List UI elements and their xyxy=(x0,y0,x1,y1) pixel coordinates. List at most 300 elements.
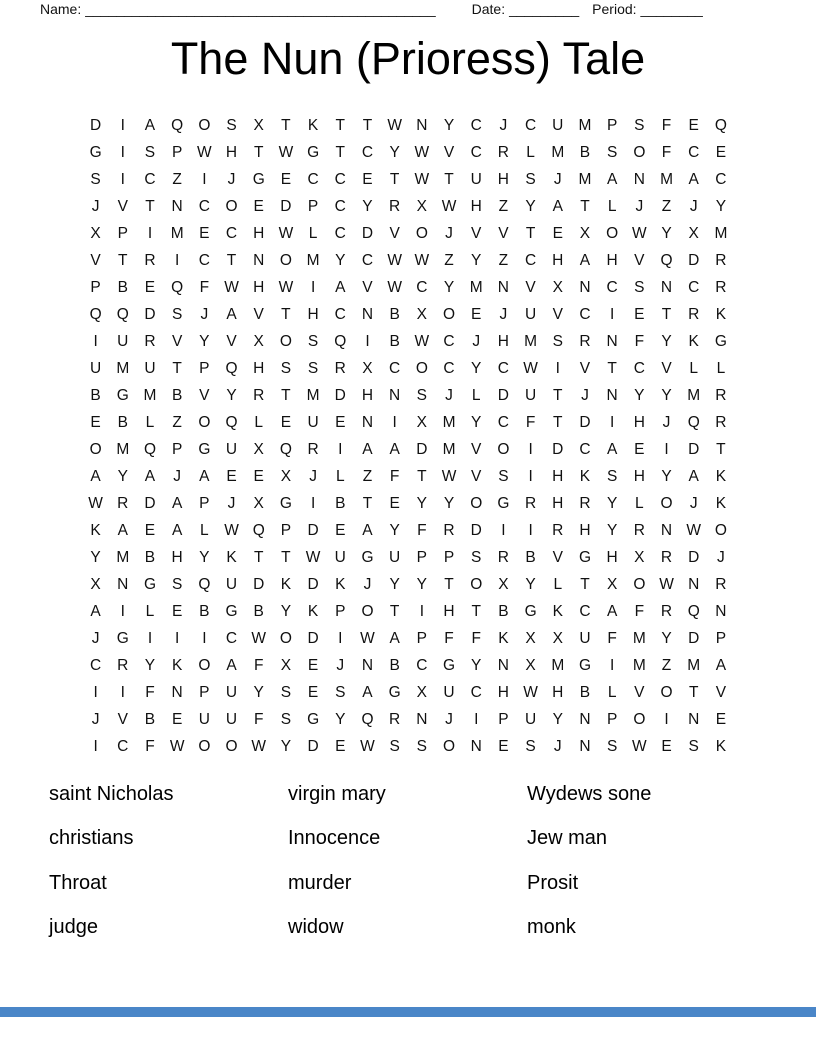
grid-letter: C xyxy=(443,333,455,350)
grid-letter: Q xyxy=(361,711,374,728)
grid-row xyxy=(82,625,735,652)
grid-letter: J xyxy=(91,630,100,647)
grid-letter: A xyxy=(715,657,727,674)
grid-letter: T xyxy=(281,549,291,566)
grid-letter: R xyxy=(497,144,509,161)
grid-letter: J xyxy=(689,198,698,215)
grid-letter: I xyxy=(93,333,98,350)
grid-letter: O xyxy=(714,522,727,539)
grid-letter: H xyxy=(253,360,265,377)
grid-letter: Y xyxy=(416,576,428,593)
grid-letter: C xyxy=(524,252,537,269)
grid-letter: W xyxy=(414,171,430,188)
grid-letter: O xyxy=(660,684,673,701)
grid-letter: L xyxy=(607,198,617,215)
grid-letter: V xyxy=(226,333,237,350)
grid-letter: D xyxy=(361,225,374,242)
grid-letter: J xyxy=(499,306,508,323)
grid-letter: O xyxy=(89,441,102,458)
grid-letter: V xyxy=(525,279,536,296)
grid-letter: J xyxy=(91,198,100,215)
grid-letter: L xyxy=(689,360,699,377)
grid-letter: R xyxy=(715,414,727,431)
word-item: virgin mary xyxy=(288,783,386,805)
grid-letter: J xyxy=(717,549,725,566)
grid-letter: I xyxy=(93,684,98,701)
grid-letter: B xyxy=(253,603,264,620)
grid-letter: P xyxy=(90,279,101,296)
grid-letter: B xyxy=(579,144,591,161)
grid-letter: S xyxy=(525,738,536,755)
grid-letter: E xyxy=(335,522,346,539)
grid-letter: W xyxy=(224,522,239,539)
word-item: saint Nicholas xyxy=(49,783,174,805)
grid-letter: C xyxy=(470,144,482,161)
grid-letter: I xyxy=(501,522,506,539)
grid-letter: J xyxy=(553,738,562,755)
grid-letter: M xyxy=(442,414,456,431)
grid-letter: E xyxy=(280,414,292,431)
grid-letter: R xyxy=(715,279,727,296)
grid-letter: R xyxy=(579,333,591,350)
grid-letter: I xyxy=(474,711,479,728)
grid-letter: G xyxy=(279,495,292,512)
grid-row xyxy=(82,220,735,247)
grid-letter: P xyxy=(498,711,509,728)
grid-letter: V xyxy=(253,306,264,323)
grid-letter: P xyxy=(416,630,428,647)
grid-letter: P xyxy=(715,630,727,647)
grid-letter: W xyxy=(632,738,647,755)
grid-letter: P xyxy=(117,225,128,242)
grid-letter: D xyxy=(307,576,319,593)
grid-letter: X xyxy=(253,117,264,134)
grid-letter: K xyxy=(715,468,727,485)
grid-letter: Z xyxy=(444,252,454,269)
grid-letter: X xyxy=(525,657,536,674)
grid-row xyxy=(82,733,735,760)
grid-letter: W xyxy=(523,360,538,377)
grid-letter: S xyxy=(471,549,482,566)
grid-letter: T xyxy=(389,171,400,188)
grid-letter: F xyxy=(417,522,427,539)
grid-letter: M xyxy=(578,117,592,134)
grid-letter: R xyxy=(497,549,509,566)
grid-letter: I xyxy=(310,279,316,296)
grid-letter: T xyxy=(253,144,264,161)
grid-letter: C xyxy=(334,225,346,242)
grid-letter: W xyxy=(414,333,430,350)
grid-letter: E xyxy=(688,117,699,134)
grid-letter: X xyxy=(688,225,699,242)
grid-letter: W xyxy=(414,252,430,269)
grid-letter: I xyxy=(365,333,370,350)
grid-letter: C xyxy=(470,684,482,701)
grid-letter: G xyxy=(497,495,510,512)
grid-letter: P xyxy=(606,711,618,728)
grid-letter: F xyxy=(661,144,672,161)
grid-letter: M xyxy=(170,225,184,242)
grid-letter: X xyxy=(253,495,264,512)
grid-letter: H xyxy=(443,603,455,620)
grid-letter: H xyxy=(497,684,509,701)
grid-letter: A xyxy=(226,657,237,674)
grid-letter: X xyxy=(525,630,536,647)
grid-letter: Q xyxy=(279,441,292,458)
grid-letter: M xyxy=(306,387,320,404)
grid-letter: P xyxy=(199,495,210,512)
grid-letter: U xyxy=(307,414,319,431)
grid-row xyxy=(82,544,735,571)
grid-letter: N xyxy=(660,279,673,296)
grid-letter: W xyxy=(632,225,647,242)
grid-letter: J xyxy=(445,387,453,404)
date-blank-line: _________ xyxy=(509,1,580,17)
grid-letter: E xyxy=(199,225,210,242)
word-item: Wydews sone xyxy=(527,783,652,805)
grid-letter: D xyxy=(579,414,591,431)
grid-letter: C xyxy=(579,441,591,458)
grid-letter: T xyxy=(253,549,264,566)
grid-letter: S xyxy=(280,684,292,701)
grid-letter: A xyxy=(171,495,183,512)
grid-letter: O xyxy=(279,630,292,647)
grid-letter: A xyxy=(90,468,101,485)
grid-letter: I xyxy=(175,630,180,647)
grid-row xyxy=(82,463,735,490)
grid-letter: S xyxy=(416,738,428,755)
grid-letter: D xyxy=(144,495,156,512)
grid-letter: I xyxy=(555,360,560,377)
grid-letter: A xyxy=(606,171,618,188)
grid-letter: G xyxy=(388,684,401,701)
grid-letter: J xyxy=(445,225,453,242)
grid-letter: S xyxy=(606,468,618,485)
grid-letter: W xyxy=(278,144,294,161)
grid-letter: Q xyxy=(660,252,673,269)
grid-letter: R xyxy=(389,198,401,215)
grid-letter: C xyxy=(688,279,700,296)
grid-letter: M xyxy=(442,441,456,458)
grid-letter: J xyxy=(499,117,508,134)
grid-letter: R xyxy=(389,711,401,728)
grid-letter: G xyxy=(198,441,211,458)
grid-letter: T xyxy=(444,576,454,593)
grid-letter: U xyxy=(117,333,129,350)
grid-letter: U xyxy=(334,549,346,566)
grid-letter: U xyxy=(389,549,401,566)
grid-letter: X xyxy=(90,225,101,242)
grid-row xyxy=(82,571,735,598)
grid-letter: R xyxy=(715,387,727,404)
grid-letter: Y xyxy=(715,198,727,215)
grid-letter: Y xyxy=(226,387,237,404)
grid-letter: I xyxy=(528,441,533,458)
grid-row xyxy=(82,328,735,355)
grid-letter: K xyxy=(90,522,101,539)
grid-letter: B xyxy=(498,603,509,620)
grid-letter: H xyxy=(171,549,183,566)
grid-letter: S xyxy=(634,117,645,134)
grid-letter: T xyxy=(444,171,454,188)
grid-letter: P xyxy=(171,441,183,458)
grid-letter: C xyxy=(89,657,102,674)
grid-letter: X xyxy=(416,306,428,323)
grid-letter: N xyxy=(579,279,591,296)
grid-letter: K xyxy=(579,468,591,485)
grid-letter: O xyxy=(198,117,211,134)
grid-letter: T xyxy=(688,684,699,701)
grid-letter: T xyxy=(362,495,373,512)
grid-letter: T xyxy=(417,468,427,485)
grid-letter: O xyxy=(279,252,292,269)
grid-letter: C xyxy=(117,738,129,755)
grid-letter: J xyxy=(227,171,236,188)
grid-letter: X xyxy=(579,225,591,242)
grid-letter: U xyxy=(470,171,482,188)
grid-letter: K xyxy=(335,576,346,593)
grid-letter: H xyxy=(253,225,265,242)
grid-row xyxy=(82,436,735,463)
grid-letter: S xyxy=(90,171,101,188)
grid-letter: F xyxy=(253,711,264,728)
grid-letter: U xyxy=(524,387,537,404)
grid-letter: E xyxy=(715,144,727,161)
word-item: Prosit xyxy=(527,871,579,894)
grid-letter: U xyxy=(225,684,238,701)
grid-letter: A xyxy=(335,279,346,296)
grid-letter: O xyxy=(497,441,510,458)
grid-letter: N xyxy=(579,711,591,728)
grid-letter: X xyxy=(280,657,292,674)
grid-letter: L xyxy=(635,495,644,512)
grid-letter: L xyxy=(607,684,617,701)
grid-letter: J xyxy=(553,171,562,188)
grid-letter: Q xyxy=(687,414,700,431)
grid-letter: E xyxy=(634,441,645,458)
grid-letter: T xyxy=(389,603,400,620)
grid-letter: P xyxy=(335,603,346,620)
grid-letter: L xyxy=(145,414,155,431)
grid-letter: C xyxy=(389,360,401,377)
grid-letter: N xyxy=(606,387,618,404)
grid-letter: R xyxy=(117,495,129,512)
grid-letter: V xyxy=(117,198,128,215)
word-list xyxy=(49,772,766,950)
grid-letter: S xyxy=(144,144,156,161)
grid-letter: F xyxy=(661,117,672,134)
grid-letter: D xyxy=(688,630,700,647)
date-field xyxy=(472,1,580,17)
grid-letter: O xyxy=(225,198,238,215)
grid-letter: F xyxy=(199,279,210,296)
grid-letter: Q xyxy=(171,279,184,296)
grid-letter: O xyxy=(279,333,292,350)
grid-row xyxy=(82,598,735,625)
grid-letter: Y xyxy=(471,360,482,377)
grid-letter: J xyxy=(91,711,100,728)
grid-letter: C xyxy=(198,198,210,215)
grid-row xyxy=(82,139,735,166)
grid-letter: D xyxy=(89,117,102,134)
grid-letter: M xyxy=(306,252,320,269)
period-field xyxy=(592,1,703,17)
grid-letter: W xyxy=(251,738,267,755)
grid-letter: Y xyxy=(661,387,672,404)
grid-letter: E xyxy=(280,171,292,188)
grid-letter: L xyxy=(254,414,264,431)
grid-letter: E xyxy=(335,414,346,431)
grid-letter: O xyxy=(198,657,211,674)
grid-letter: D xyxy=(497,387,509,404)
grid-letter: D xyxy=(416,441,428,458)
grid-letter: B xyxy=(389,333,400,350)
grid-letter: B xyxy=(117,414,128,431)
grid-letter: B xyxy=(579,684,591,701)
grid-letter: H xyxy=(633,414,645,431)
grid-letter: R xyxy=(253,387,265,404)
grid-letter: R xyxy=(144,252,156,269)
grid-letter: M xyxy=(551,657,565,674)
grid-letter: J xyxy=(635,198,644,215)
grid-letter: S xyxy=(606,738,618,755)
grid-letter: A xyxy=(226,306,237,323)
grid-letter: V xyxy=(552,549,563,566)
name-blank-line: _____________________________________________ xyxy=(85,1,436,17)
word-list-column xyxy=(49,772,288,950)
grid-letter: D xyxy=(307,630,319,647)
grid-letter: U xyxy=(579,630,591,647)
grid-letter: N xyxy=(253,252,265,269)
grid-letter: E xyxy=(253,468,264,485)
grid-letter: V xyxy=(471,225,482,242)
grid-letter: T xyxy=(553,414,563,431)
grid-letter: O xyxy=(606,225,619,242)
grid-letter: Y xyxy=(389,144,400,161)
grid-letter: Y xyxy=(525,576,536,593)
grid-letter: A xyxy=(389,441,400,458)
grid-letter: E xyxy=(661,738,672,755)
grid-letter: G xyxy=(307,711,320,728)
grid-letter: Y xyxy=(661,333,672,350)
grid-letter: C xyxy=(443,360,455,377)
word-list-column xyxy=(527,772,766,950)
grid-letter: Y xyxy=(634,387,645,404)
grid-letter: Y xyxy=(606,522,618,539)
grid-letter: D xyxy=(470,522,482,539)
grid-letter: Y xyxy=(199,333,210,350)
date-label: Date: xyxy=(471,1,506,17)
grid-letter: Y xyxy=(280,603,292,620)
grid-letter: C xyxy=(606,279,618,296)
grid-letter: E xyxy=(362,171,373,188)
grid-letter: G xyxy=(89,144,102,161)
grid-letter: X xyxy=(416,198,428,215)
grid-letter: Q xyxy=(225,414,238,431)
grid-letter: K xyxy=(715,738,727,755)
grid-letter: A xyxy=(688,171,699,188)
grid-letter: I xyxy=(419,603,424,620)
grid-letter: N xyxy=(171,198,183,215)
grid-letter: A xyxy=(362,684,373,701)
grid-letter: C xyxy=(524,117,537,134)
grid-letter: T xyxy=(118,252,128,269)
word-list-column xyxy=(288,772,527,950)
grid-letter: A xyxy=(144,468,156,485)
grid-letter: V xyxy=(552,306,563,323)
grid-letter: E xyxy=(715,711,727,728)
grid-letter: P xyxy=(280,522,292,539)
grid-letter: E xyxy=(226,468,237,485)
grid-letter: S xyxy=(525,171,536,188)
grid-letter: S xyxy=(389,738,400,755)
grid-letter: Y xyxy=(253,684,264,701)
grid-letter: E xyxy=(144,522,156,539)
grid-row xyxy=(82,355,735,382)
grid-letter: R xyxy=(660,603,673,620)
grid-row xyxy=(82,517,735,544)
grid-letter: Q xyxy=(252,522,265,539)
grid-letter: P xyxy=(199,360,210,377)
grid-letter: F xyxy=(634,603,645,620)
grid-letter: Y xyxy=(552,711,563,728)
grid-letter: Y xyxy=(199,549,210,566)
grid-letter: O xyxy=(198,738,211,755)
grid-letter: C xyxy=(688,144,700,161)
grid-letter: R xyxy=(307,441,319,458)
grid-letter: D xyxy=(280,198,292,215)
grid-letter: O xyxy=(415,360,428,377)
grid-letter: Q xyxy=(89,306,102,323)
grid-letter: Q xyxy=(334,333,347,350)
grid-letter: P xyxy=(171,144,183,161)
grid-letter: T xyxy=(716,441,726,458)
grid-letter: R xyxy=(524,495,537,512)
grid-letter: S xyxy=(307,360,319,377)
grid-letter: K xyxy=(171,657,183,674)
grid-letter: M xyxy=(116,441,130,458)
grid-row xyxy=(82,301,735,328)
grid-letter: I xyxy=(120,603,125,620)
grid-letter: I xyxy=(338,441,343,458)
grid-letter: T xyxy=(281,387,291,404)
grid-letter: L xyxy=(308,225,318,242)
grid-letter: A xyxy=(90,603,101,620)
grid-letter: T xyxy=(226,252,237,269)
grid-letter: B xyxy=(335,495,346,512)
grid-letter: U xyxy=(552,117,564,134)
grid-letter: W xyxy=(441,198,457,215)
grid-letter: N xyxy=(606,333,618,350)
grid-letter: U xyxy=(198,711,210,728)
grid-row xyxy=(82,652,735,679)
grid-letter: K xyxy=(715,495,727,512)
grid-letter: N xyxy=(579,738,591,755)
grid-letter: I xyxy=(528,468,533,485)
grid-letter: V xyxy=(443,144,455,161)
grid-letter: A xyxy=(362,522,373,539)
grid-letter: T xyxy=(172,360,182,377)
grid-letter: O xyxy=(470,495,483,512)
grid-letter: W xyxy=(278,225,294,242)
grid-letter: O xyxy=(633,144,646,161)
grid-letter: C xyxy=(225,630,238,647)
grid-letter: V xyxy=(362,279,373,296)
grid-letter: C xyxy=(633,360,645,377)
grid-letter: N xyxy=(416,711,428,728)
grid-letter: E xyxy=(307,657,319,674)
grid-letter: G xyxy=(116,630,129,647)
